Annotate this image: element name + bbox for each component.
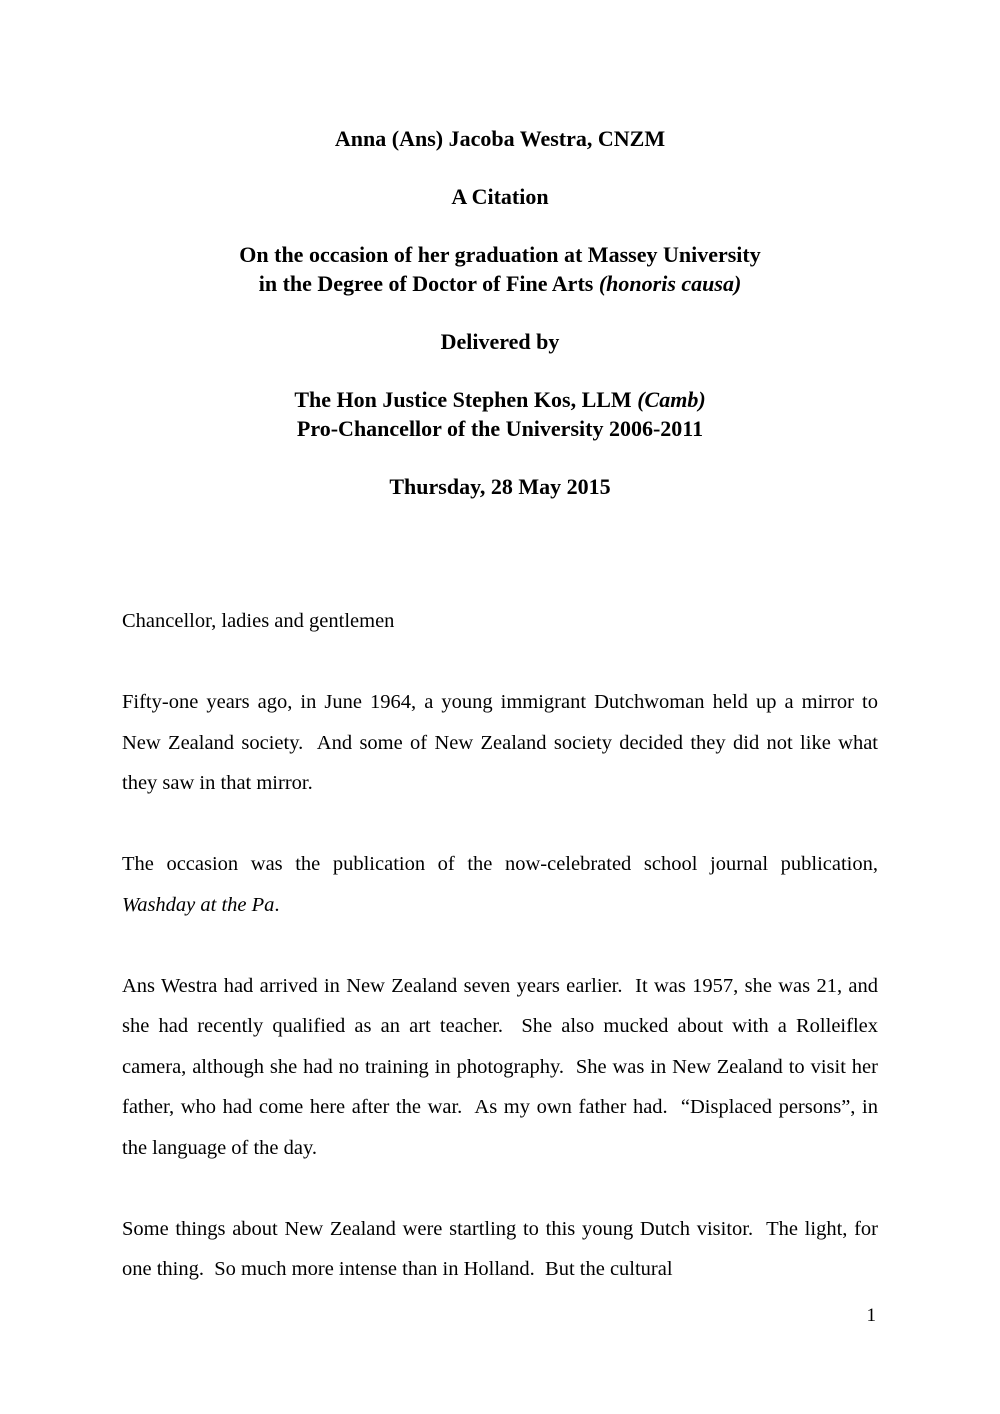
paragraph-1: Fifty-one years ago, in June 1964, a young immigrant Dutchwoman held up a mirror to New Zealand society. And some of New Zealand society decided they did not like what they saw in that mirror. — [122, 691, 884, 794]
speaker-role: Pro-Chancellor of the University 2006-2011 — [296, 416, 704, 441]
event-date: Thursday, 28 May 2015 — [389, 474, 611, 499]
occasion-line2-latin-phrase: (honoris causa) — [598, 271, 742, 296]
speaker-name-university: (Camb) — [637, 387, 706, 412]
paragraph-2-publication-title: Washday at the Pa — [122, 893, 275, 916]
page-number: 1 — [866, 1305, 876, 1326]
occasion-line1: On the occasion of her graduation at Massey University — [239, 242, 761, 267]
paragraph-2-period: . — [274, 893, 280, 916]
speaker-name: The Hon Justice Stephen Kos, LLM — [294, 387, 638, 412]
occasion-block — [122, 240, 878, 298]
paragraph-4: Some things about New Zealand were startling to this young Dutch visitor. The light, for one thing. So much more intense than in Holland. But the cultural — [122, 1217, 884, 1280]
document-subtitle: A Citation — [451, 184, 549, 209]
delivered-by-label: Delivered by — [440, 329, 560, 354]
occasion-line2: in the Degree of Doctor of Fine Arts — [258, 271, 599, 296]
paragraph-3: Ans Westra had arrived in New Zealand seven years earlier. It was 1957, she was 21, and she had recently qualified as an art teacher. She also mucked about with a Rolleiflex camera, although she had no training in photography. She was in New Zealand to visit her father, who had come here after the war. As my own father had. “Displaced persons”, in the language of the day. — [122, 974, 884, 1159]
paragraph-2 — [122, 844, 884, 925]
paragraph-2-text: The occasion was the publication of the now-celebrated school journal publication, — [122, 853, 884, 875]
document-title: Anna (Ans) Jacoba Westra, CNZM — [334, 126, 666, 151]
speaker-block — [122, 385, 878, 443]
salutation: Chancellor, ladies and gentlemen — [122, 610, 395, 632]
